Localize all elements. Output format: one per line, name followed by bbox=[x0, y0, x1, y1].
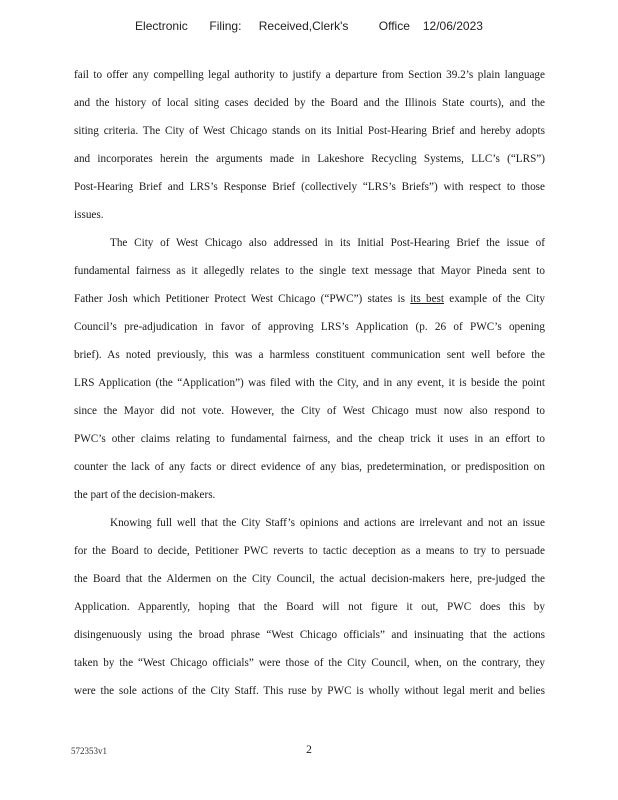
body-text-line: fail to offer any compelling legal authority to justify a departure from Section 39.2’s plain language bbox=[74, 69, 545, 81]
body-text-line: disingenuously using the broad phrase “West Chicago officials” and insinuating that the actions bbox=[74, 629, 545, 641]
body-text-line: issues. bbox=[74, 209, 104, 221]
body-text-line: and the history of local siting cases decided by the Board and the Illinois State courts), and the bbox=[74, 97, 545, 109]
body-text-line: were the sole actions of the City Staff. This ruse by PWC is wholly without legal merit and belies bbox=[74, 685, 545, 697]
body-text-line: the Board that the Aldermen on the City Council, the actual decision-makers here, pre-judged the bbox=[74, 573, 545, 585]
underlined-phrase: its best bbox=[410, 293, 445, 305]
body-text-line: PWC’s other claims relating to fundamental fairness, and the cheap trick it uses in an effort to bbox=[74, 433, 545, 445]
page-number: 2 bbox=[306, 744, 312, 756]
body-text-line: since the Mayor did not vote. However, the City of West Chicago must now also respond to bbox=[74, 405, 545, 417]
body-text-line: and incorporates herein the arguments made in Lakeshore Recycling Systems, LLC’s (“LRS”) bbox=[74, 153, 545, 165]
body-text-line: siting criteria. The City of West Chicago stands on its Initial Post-Hearing Brief and hereby adopts bbox=[74, 125, 545, 137]
body-text-line: fundamental fairness as it allegedly relates to the single text message that Mayor Pineda sent to bbox=[74, 265, 545, 277]
document-id: 572353v1 bbox=[71, 746, 107, 756]
filing-stamp-header: Electronic Filing: Received,Clerk's Office 12/06/2023 bbox=[135, 19, 483, 33]
body-text-line: the part of the decision-makers. bbox=[74, 489, 216, 501]
body-text-line: for the Board to decide, Petitioner PWC reverts to tactic deception as a means to try to persuade bbox=[74, 545, 545, 557]
body-text-line: Application. Apparently, hoping that the Board will not figure it out, PWC does this by bbox=[74, 601, 545, 613]
body-text-line: taken by the “West Chicago officials” were those of the City Council, when, on the contrary, they bbox=[74, 657, 545, 669]
body-text-line: brief). As noted previously, this was a harmless constituent communication sent well before the bbox=[74, 349, 545, 361]
body-text-line-with-underline: Father Josh which Petitioner Protect West Chicago (“PWC”) states is its best example of the City bbox=[74, 293, 546, 305]
body-text-line: Council’s pre-adjudication in favor of approving LRS’s Application (p. 26 of PWC’s opening bbox=[74, 321, 545, 333]
body-text-line: LRS Application (the “Application”) was filed with the City, and in any event, it is beside the point bbox=[74, 377, 545, 389]
body-text-line: Post-Hearing Brief and LRS’s Response Brief (collectively “LRS’s Briefs”) with respect to those bbox=[74, 181, 545, 193]
body-text-line: Knowing full well that the City Staff’s opinions and actions are irrelevant and not an issue bbox=[110, 517, 545, 529]
body-text-line: counter the lack of any facts or direct evidence of any bias, predetermination, or predisposition on bbox=[74, 461, 545, 473]
body-text-line: The City of West Chicago also addressed in its Initial Post-Hearing Brief the issue of bbox=[110, 237, 545, 249]
